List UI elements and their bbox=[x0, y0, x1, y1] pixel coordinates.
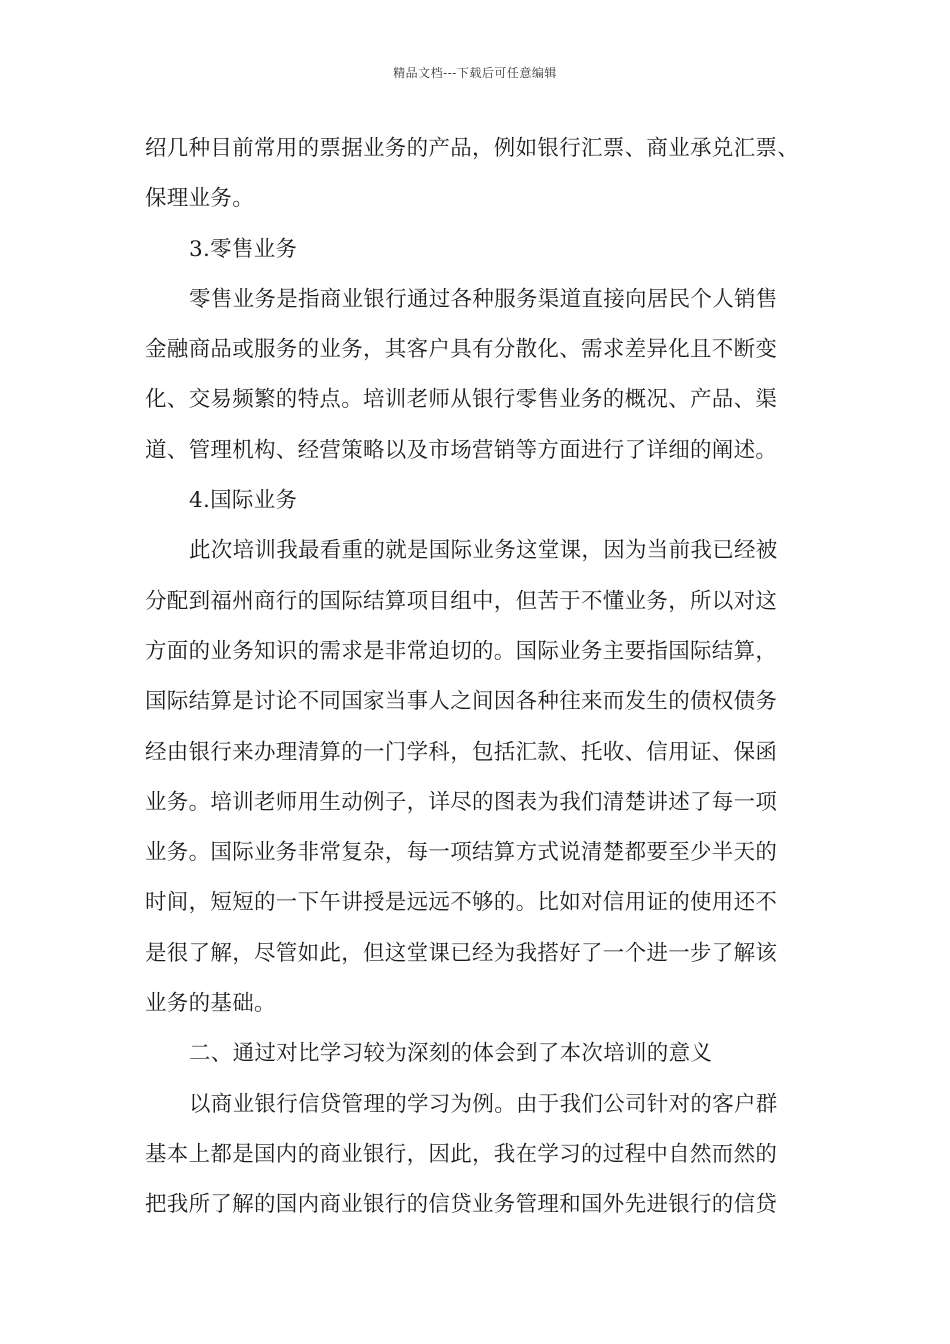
text-line: 方面的业务知识的需求是非常迫切的。国际业务主要指国际结算， bbox=[145, 638, 778, 664]
text-line: 分配到福州商行的国际结算项目组中，但苦于不懂业务，所以对这 bbox=[145, 588, 778, 614]
text-line: 保理业务。 bbox=[145, 186, 255, 212]
text-line: 零售业务是指商业银行通过各种服务渠道直接向居民个人销售 bbox=[189, 286, 778, 312]
page-header: 精品文档---下载后可任意编辑 bbox=[393, 66, 557, 80]
text-line: 化、交易频繁的特点。培训老师从银行零售业务的概况、产品、渠 bbox=[145, 387, 778, 413]
text-line: 业务的基础。 bbox=[145, 991, 276, 1017]
text-line: 业务。培训老师用生动例子，详尽的图表为我们清楚讲述了每一项 bbox=[145, 789, 778, 815]
text-line: 道、管理机构、经营策略以及市场营销等方面进行了详细的阐述。 bbox=[145, 437, 778, 463]
text-line: 金融商品或服务的业务，其客户具有分散化、需求差异化且不断变 bbox=[145, 337, 778, 363]
text-line: 是很了解，尽管如此，但这堂课已经为我搭好了一个进一步了解该 bbox=[145, 940, 778, 966]
document-body bbox=[145, 124, 810, 1231]
text-line: 以商业银行信贷管理的学习为例。由于我们公司针对的客户群 bbox=[189, 1091, 778, 1117]
text-line: 业务。国际业务非常复杂，每一项结算方式说清楚都要至少半天的 bbox=[145, 840, 778, 866]
text-line: 二、通过对比学习较为深刻的体会到了本次培训的意义 bbox=[189, 1041, 713, 1067]
text-line: 3.零售业务 bbox=[189, 236, 298, 262]
text-line: 把我所了解的国内商业银行的信贷业务管理和国外先进银行的信贷 bbox=[145, 1192, 778, 1218]
text-line: 基本上都是国内的商业银行，因此，我在学习的过程中自然而然的 bbox=[145, 1141, 778, 1167]
text-line: 时间，短短的一下午讲授是远远不够的。比如对信用证的使用还不 bbox=[145, 890, 778, 916]
text-line: 4.国际业务 bbox=[189, 488, 298, 514]
text-line: 此次培训我最看重的就是国际业务这堂课，因为当前我已经被 bbox=[189, 538, 778, 564]
text-line: 绍几种目前常用的票据业务的产品，例如银行汇票、商业承兑汇票、 bbox=[145, 136, 800, 161]
text-line: 经由银行来办理清算的一门学科，包括汇款、托收、信用证、保函 bbox=[145, 739, 778, 765]
text-line: 国际结算是讨论不同国家当事人之间因各种往来而发生的债权债务 bbox=[145, 689, 778, 715]
